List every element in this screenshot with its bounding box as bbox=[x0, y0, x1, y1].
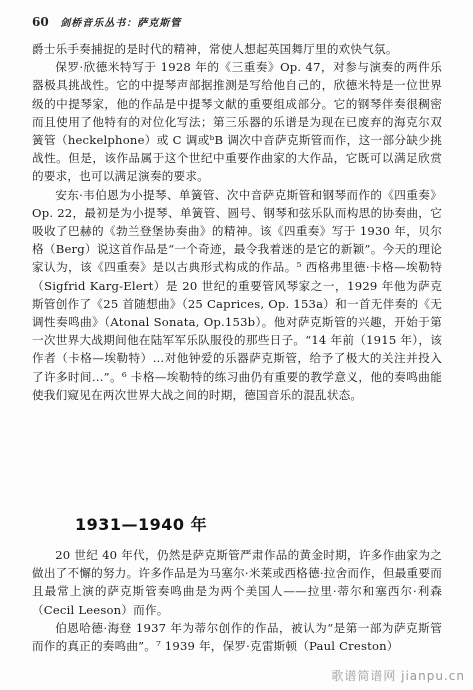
paragraph: 保罗·欣德米特写于 1928 年的《三重奏》Op. 47，对参与演奏的两件乐器极具挑战性。它的中提琴声部据推测是写给他自己的，欣德米特是一位世界级的中提琴家，他的作品是中提琴文献的重要组成部分。它的钢琴伴奏很稠密而且使用了他特有的对位化写法；第三乐器的乐谱是为现在已废弃的海克尔双簧管（heckelphone）或 C 调或ᵇB 调次中音萨克斯管而作，这一部分缺少挑战性。但是，该作品属于这个世纪中重要作曲家的大作品，它既可以满足欣赏的要求，也可以满足演奏的要求。 bbox=[32, 60, 442, 184]
paragraph: 爵士乐手奏捕捉的是时代的精神，常使人想起英国舞厅里的欢快气氛。 bbox=[32, 42, 398, 56]
paragraph: 伯恩哈德·海登 1937 年为蒂尔创作的作品，被认为“是第一部为萨克斯管而作的真正的奏鸣曲”。⁷ 1939 年，保罗·克雷斯顿（Paul Creston） bbox=[32, 620, 442, 654]
body-text-top bbox=[32, 40, 442, 404]
watermark: 歌谱简谱网 jianpu.cn bbox=[331, 669, 465, 683]
paragraph: 20 世纪 40 年代，仍然是萨克斯管严肃作品的黄金时期，许多作曲家为之做出了不懈的努力。许多作品是为马塞尔·米莱或西格德·拉舍而作，但最重要而且最常上演的萨克斯管奏鸣曲是为两个美国人——拉里·蒂尔和塞西尔·利森（Cecil Leeson）而作。 bbox=[32, 548, 442, 617]
series-title: 剑桥音乐丛书：萨克斯管 bbox=[60, 18, 182, 29]
page-number: 60 bbox=[32, 15, 49, 29]
section-heading: 1931—1940 年 bbox=[75, 515, 208, 534]
running-header bbox=[32, 14, 181, 29]
body-text-bottom bbox=[32, 546, 442, 655]
paragraph: 安东·韦伯恩为小提琴、单簧管、次中音萨克斯管和钢琴而作的《四重奏》Op. 22，最初是为小提琴、单簧管、圆号、钢琴和弦乐队而构思的协奏曲，它吸收了巴赫的《勃兰登堡协奏曲》的精神。该《四重奏》写于 1930 年，贝尔格（Berg）说这首作品是“一个奇迹，最令我着迷的是它的新颖”。今天的理论家认为，该《四重奏》是以古典形式构成的作品。⁵ 西格弗里德·卡格—埃勒特（Sigfrid Karg-Elert）是 20 世纪的重要管风琴家之一，1929 年他为萨克斯管创作了《25 首随想曲》（25 Caprices, Op. 153a）和一首无伴奏的《无调性奏鸣曲》（Atonal Sonata, Op.153b）。他对萨克斯管的兴趣，开始于第一次世界大战期间他在陆军军乐队服役的那些日子。“14 年前（1915 年），该作者（卡格—埃勒特）…对他钟爱的乐器萨克斯管，给予了极大的关注并投入了许多时间…”。⁶ 卡格—埃勒特的练习曲仍有重要的教学意义，他的奏鸣曲能使我们窥见在两次世界大战之间的时期，德国音乐的混乱状态。 bbox=[32, 187, 442, 402]
